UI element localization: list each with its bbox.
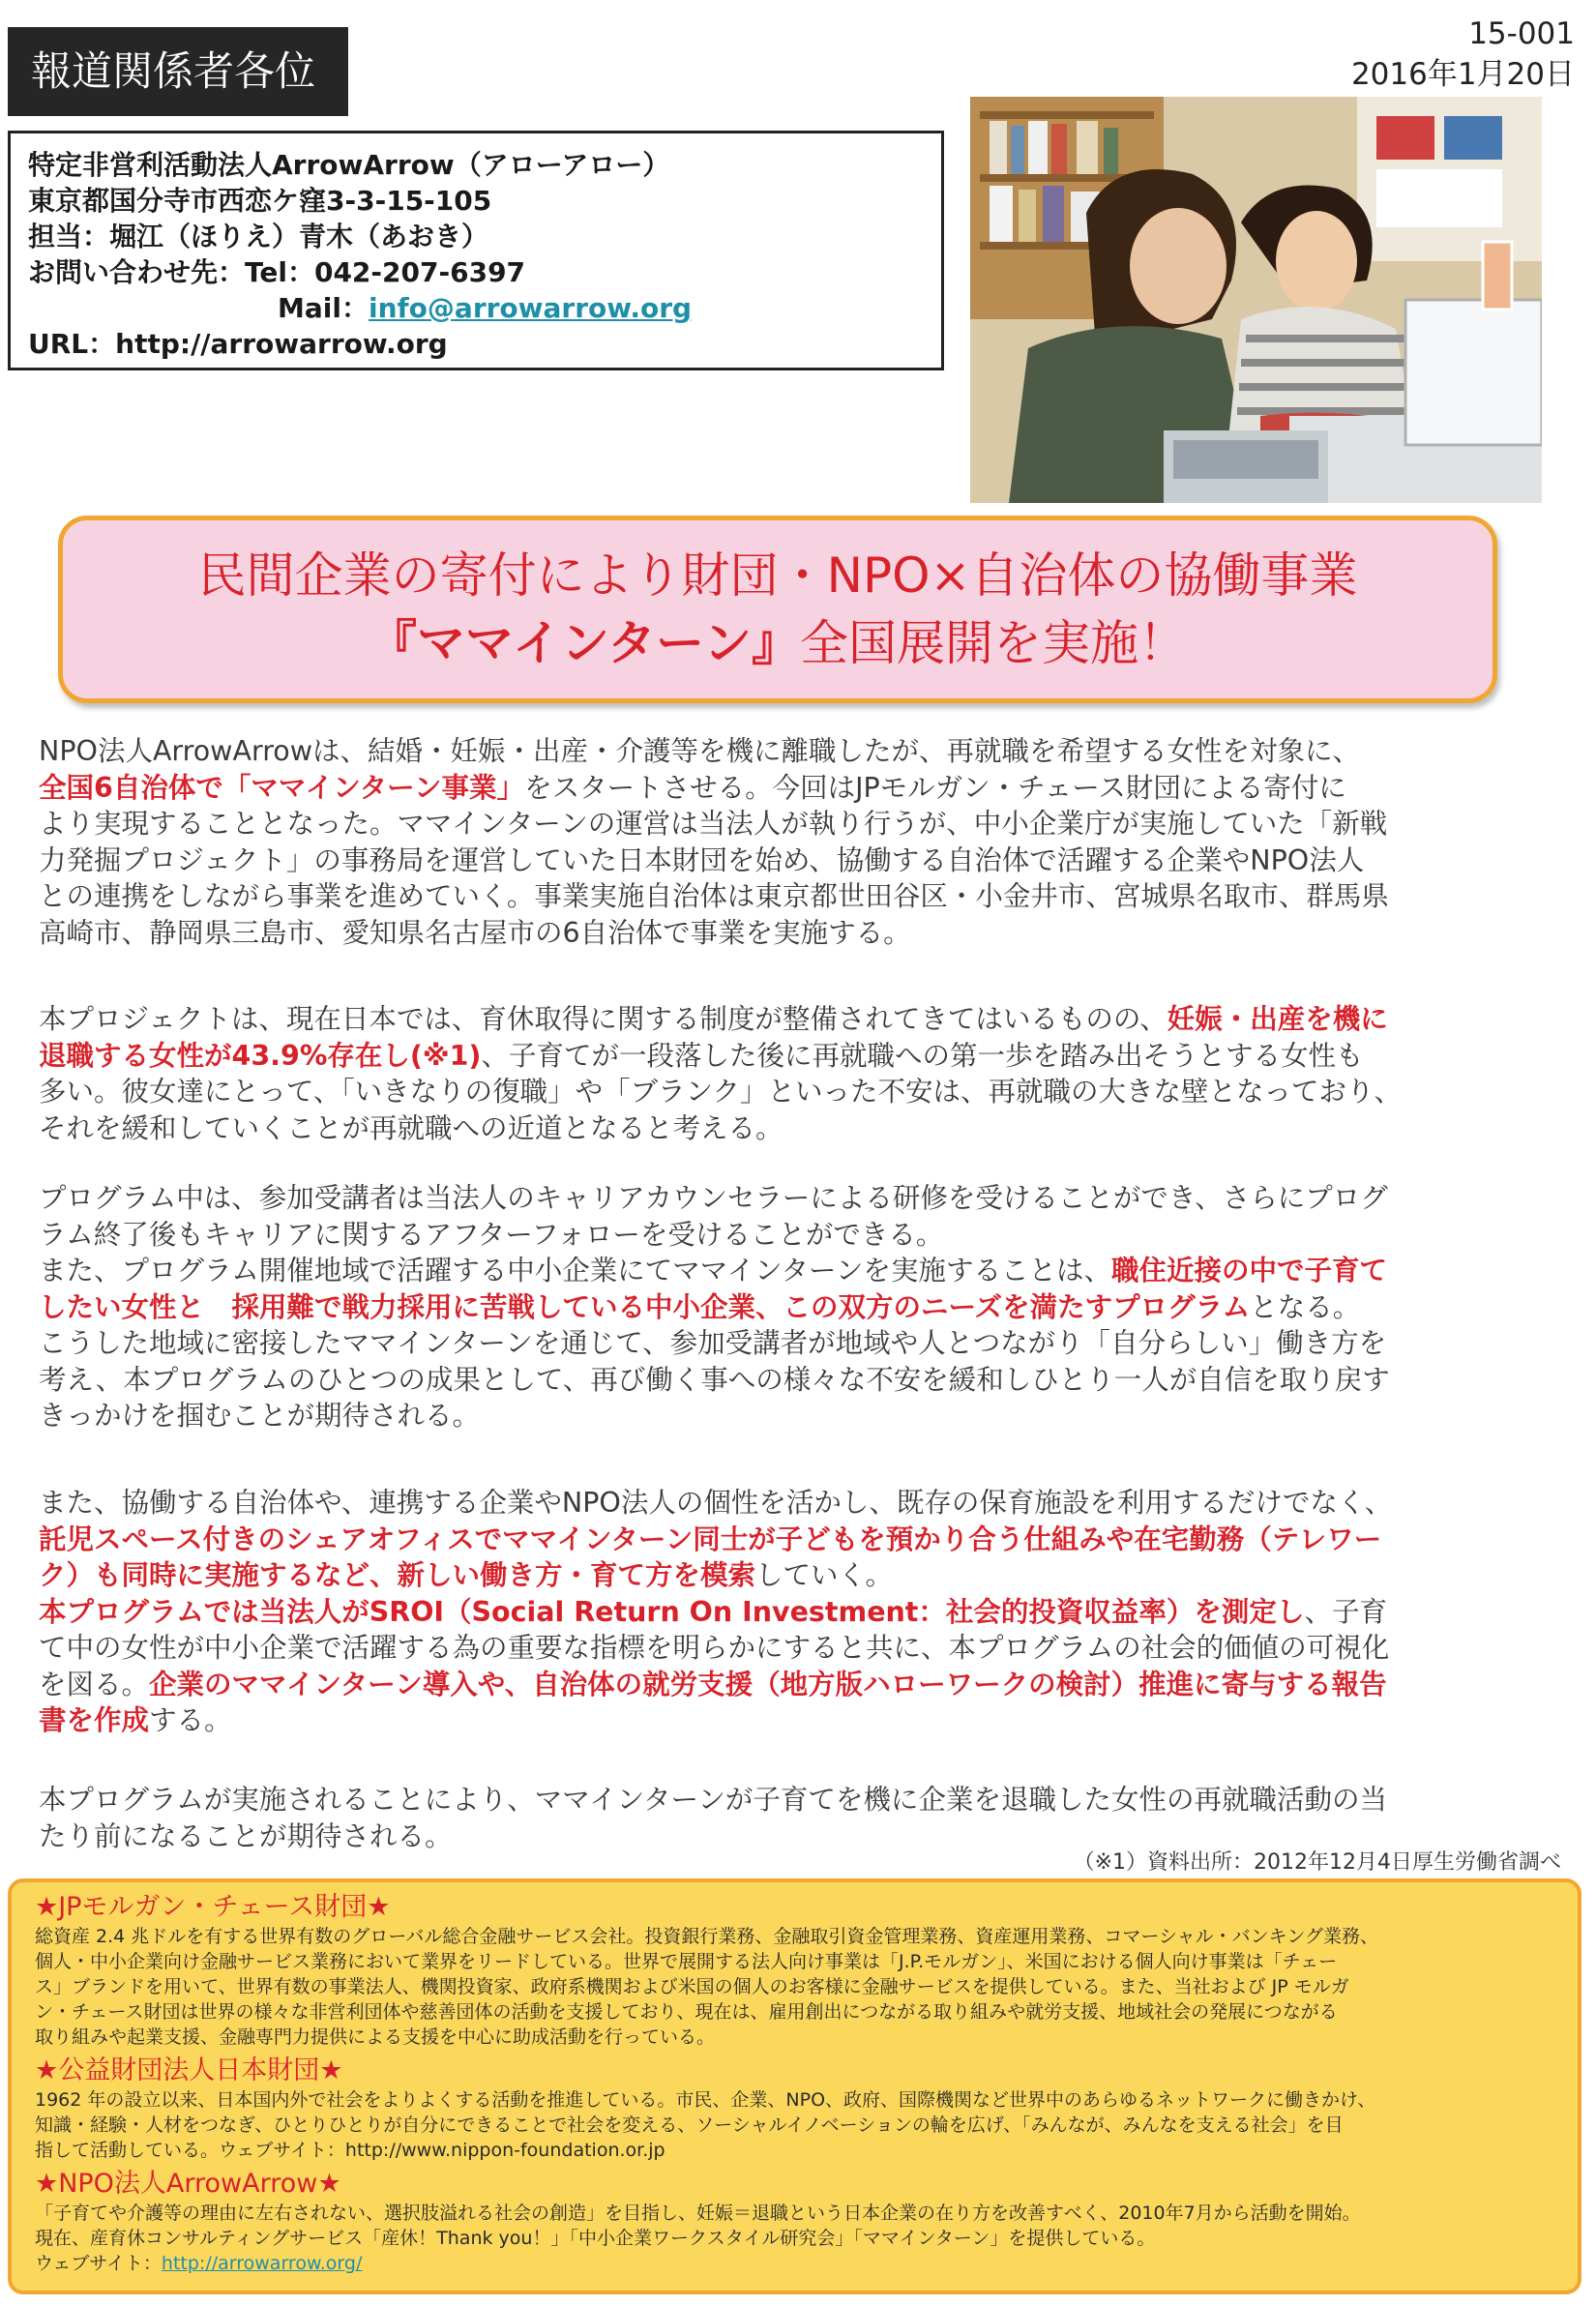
p2-text: 、子育てが一段落した後に再就職への第一歩を踏み出そうとする女性も xyxy=(481,1039,1364,1072)
contact-mail-label: Mail： xyxy=(278,292,369,324)
paragraph-2 xyxy=(39,1001,1567,1146)
footnote: （※1）資料出所：2012年12月4日厚生労働省調べ xyxy=(1073,1850,1561,1875)
contact-mail-link[interactable]: info@arrowarrow.org xyxy=(368,292,693,324)
p5-line: たり前になることが期待される。 xyxy=(39,1819,453,1852)
headline-box xyxy=(58,516,1497,703)
p3-line: きっかけを掴むことが期待される。 xyxy=(39,1400,481,1432)
p1-line: より実現することとなった。ママインターンの運営は当法人が執り行うが、中小企業庁が実施していた「新戦 xyxy=(39,808,1388,840)
p4-line xyxy=(39,1702,1567,1739)
p2-line: それを緩和していくことが再就職への近道となると考える。 xyxy=(39,1111,783,1144)
p2-line xyxy=(39,1001,1567,1038)
p4-highlight: ク）も同時に実施するなど、新しい働き方・育て方を模索 xyxy=(39,1559,756,1591)
p4-text: する。 xyxy=(149,1704,232,1736)
p3-highlight: したい女性と 採用難で戦力採用に苦戦している中小企業、この双方のニーズを満たすプログラム xyxy=(39,1290,1251,1323)
p4-line xyxy=(39,1594,1567,1631)
headline-line2 xyxy=(63,609,1493,677)
p1-line: 力発掘プロジェクト」の事務局を運営していた日本財団を始め、協働する自治体で活躍する企業やNPO法人 xyxy=(39,843,1365,876)
p1-line: との連携をしながら事業を進めていく。事業実施自治体は東京都世田谷区・小金井市、宮城県名取市、群馬県 xyxy=(39,880,1389,912)
paragraph-1 xyxy=(39,733,1567,951)
photo-illustration xyxy=(970,97,1542,503)
document-number-block xyxy=(1351,14,1575,95)
contact-person: 担当：堀江（ほりえ）青木（あおき） xyxy=(28,221,489,252)
arrowarrow-section-title: ★NPO法人ArrowArrow★ xyxy=(35,2169,341,2199)
arrowarrow-website-row xyxy=(35,2251,1554,2276)
p1-highlight: 全国6自治体で「ママインターン事業」 xyxy=(39,771,525,804)
organization-info-box xyxy=(8,1878,1581,2294)
nippon-foundation-line: 1962 年の設立以来、日本国内外で社会をよりよくする活動を推進している。市民、企業、NPO、政府、国際機関など世界中のあらゆるネットワークに働きかけ、 xyxy=(35,2089,1376,2111)
jpmorgan-line: 個人・中小企業向け金融サービス業務において業界をリードしている。世界で展開する法人向け事業は「J.P.モルガン」、米国における個人向け事業は「チェー xyxy=(35,1951,1338,1972)
contact-mail-row xyxy=(28,290,924,326)
p3-line: 考え、本プログラムのひとつの成果として、再び働く事への様々な不安を緩和しひとり一人が自信を取り戻す xyxy=(39,1363,1390,1396)
p2-highlight: 妊娠・出産を機に xyxy=(1167,1003,1388,1035)
contact-address: 東京都国分寺市西恋ケ窪3-3-15-105 xyxy=(28,185,492,217)
p4-highlight: 本プログラムでは当法人がSROI（Social Return On Investment：社会的投資収益率）を測定し xyxy=(39,1595,1305,1628)
nippon-foundation-line: 知識・経験・人材をつなぎ、ひとりひとりが自分にできることで社会を変える、ソーシャルイノベーションの輪を広げ、「みんなが、みんなを支える社会」を目 xyxy=(35,2114,1344,2136)
p3-line: プログラム中は、参加受講者は当法人のキャリアカウンセラーによる研修を受けることができ、さらにプログ xyxy=(39,1182,1388,1214)
p3-line xyxy=(39,1253,1567,1289)
p4-text: していく。 xyxy=(755,1559,893,1591)
headline-line2-rest: 全国展開を実施！ xyxy=(800,615,1187,671)
p2-highlight: 退職する女性が43.9%存在し(※1) xyxy=(39,1039,482,1072)
headline-emphasis: 『ママインターン』 xyxy=(369,615,800,671)
contact-url: URL：http://arrowarrow.org xyxy=(28,328,448,360)
arrowarrow-line: 現在、産育休コンサルティングサービス「産休！Thank you！」「中小企業ワークスタイル研究会」「ママインターン」を提供している。 xyxy=(35,2228,1156,2249)
p3-text: となる。 xyxy=(1250,1290,1361,1323)
jpmorgan-section-title: ★JPモルガン・チェース財団★ xyxy=(35,1892,391,1922)
p1-line xyxy=(39,770,1567,807)
p1-text: をスタートさせる。今回はJPモルガン・チェース財団による寄付に xyxy=(524,771,1346,804)
document-date: 2016年1月20日 xyxy=(1350,57,1575,92)
paragraph-4 xyxy=(39,1485,1567,1739)
jpmorgan-line: ン・チェース財団は世界の様々な非営利団体や慈善団体の活動を支援しており、現在は、雇用創出につながる取り組みや就労支援、地域社会の発展につながる xyxy=(35,2001,1338,2023)
p4-text: 、子育 xyxy=(1304,1595,1387,1628)
p3-line: こうした地域に密接したママインターンを通じて、参加受講者が地域や人とつながり「自分らしい」働き方を xyxy=(39,1327,1387,1359)
p4-highlight: 企業のママインターン導入や、自治体の就労支援（地方版ハローワークの検討）推進に寄与する報告 xyxy=(149,1668,1387,1700)
arrowarrow-line: 「子育てや介護等の理由に左右されない、選択肢溢れる社会の創造」を目指し、妊娠＝退職という日本企業の在り方を改善すべく、2010年7月から活動を開始。 xyxy=(35,2203,1361,2224)
p1-line: NPO法人ArrowArrowは、結婚・妊娠・出産・介護等を機に離職したが、再就職を希望する女性を対象に、 xyxy=(39,735,1361,767)
jpmorgan-line: ス」ブランドを用いて、世界有数の事業法人、機関投資家、政府系機関および米国の個人のお客様に金融サービスを提供している。また、当社および JP モルガ xyxy=(35,1976,1349,1997)
p3-line xyxy=(39,1289,1567,1326)
p2-line: 多い。彼女達にとって、「いきなりの復職」や「ブランク」といった不安は、再就職の大きな壁となっており、 xyxy=(39,1076,1403,1108)
p4-highlight: 書を作成 xyxy=(39,1704,150,1736)
document-number: 15-001 xyxy=(1468,16,1575,51)
contact-tel: お問い合わせ先：Tel：042-207-6397 xyxy=(28,256,526,288)
p4-line: て中の女性が中小企業で活躍する為の重要な指標を明らかにすると共に、本プログラムの社会的価値の可視化 xyxy=(39,1632,1390,1664)
nippon-foundation-section-title: ★公益財団法人日本財団★ xyxy=(35,2055,343,2085)
p4-text: を図る。 xyxy=(39,1668,150,1700)
p4-line xyxy=(39,1522,1567,1558)
press-label: 報道関係者各位 xyxy=(8,27,348,116)
photo-women-at-computer xyxy=(970,97,1542,503)
p5-line: 本プログラムが実施されることにより、ママインターンが子育てを機に企業を退職した女性の再就職活動の当 xyxy=(39,1784,1387,1816)
jpmorgan-line: 取り組みや起業支援、金融専門力提供による支援を中心に助成活動を行っている。 xyxy=(35,2026,716,2048)
contact-org: 特定非営利活動法人ArrowArrow（アローアロー） xyxy=(28,149,670,181)
arrowarrow-website-link[interactable]: http://arrowarrow.org/ xyxy=(161,2253,363,2274)
p4-line xyxy=(39,1557,1567,1594)
paragraph-5 xyxy=(39,1782,1567,1854)
p2-text: 本プロジェクトは、現在日本では、育休取得に関する制度が整備されてきてはいるものの、 xyxy=(39,1003,1167,1035)
nippon-foundation-line: 指して活動している。ウェブサイト：http://www.nippon-foundation.or.jp xyxy=(35,2140,665,2161)
jpmorgan-line: 総資産 2.4 兆ドルを有する世界有数のグローバル総合金融サービス会社。投資銀行業務、金融取引資金管理業務、資産運用業務、コマーシャル・バンキング業務、 xyxy=(35,1926,1379,1947)
p3-line: ラム終了後もキャリアに関するアフターフォローを受けることができる。 xyxy=(39,1218,944,1251)
p4-highlight: 託児スペース付きのシェアオフィスでママインターン同士が子どもを預かり合う仕組みや在宅勤務（テレワー xyxy=(39,1523,1382,1555)
p4-line: また、協働する自治体や、連携する企業やNPO法人の個性を活かし、既存の保育施設を利用するだけでなく、 xyxy=(39,1487,1393,1519)
headline-line1: 民間企業の寄付により財団・NPO×自治体の協働事業 xyxy=(197,547,1358,604)
p3-text: また、プログラム開催地域で活躍する中小企業にてママインターンを実施することは、 xyxy=(39,1255,1111,1286)
p4-line xyxy=(39,1667,1567,1703)
paragraph-3 xyxy=(39,1180,1567,1434)
p2-line xyxy=(39,1038,1567,1075)
p3-highlight: 職住近接の中で子育て xyxy=(1110,1255,1387,1286)
p1-line: 高崎市、静岡県三島市、愛知県名古屋市の6自治体で事業を実施する。 xyxy=(39,916,911,949)
contact-box xyxy=(8,131,944,370)
arrowarrow-website-label: ウェブサイト： xyxy=(35,2253,162,2274)
